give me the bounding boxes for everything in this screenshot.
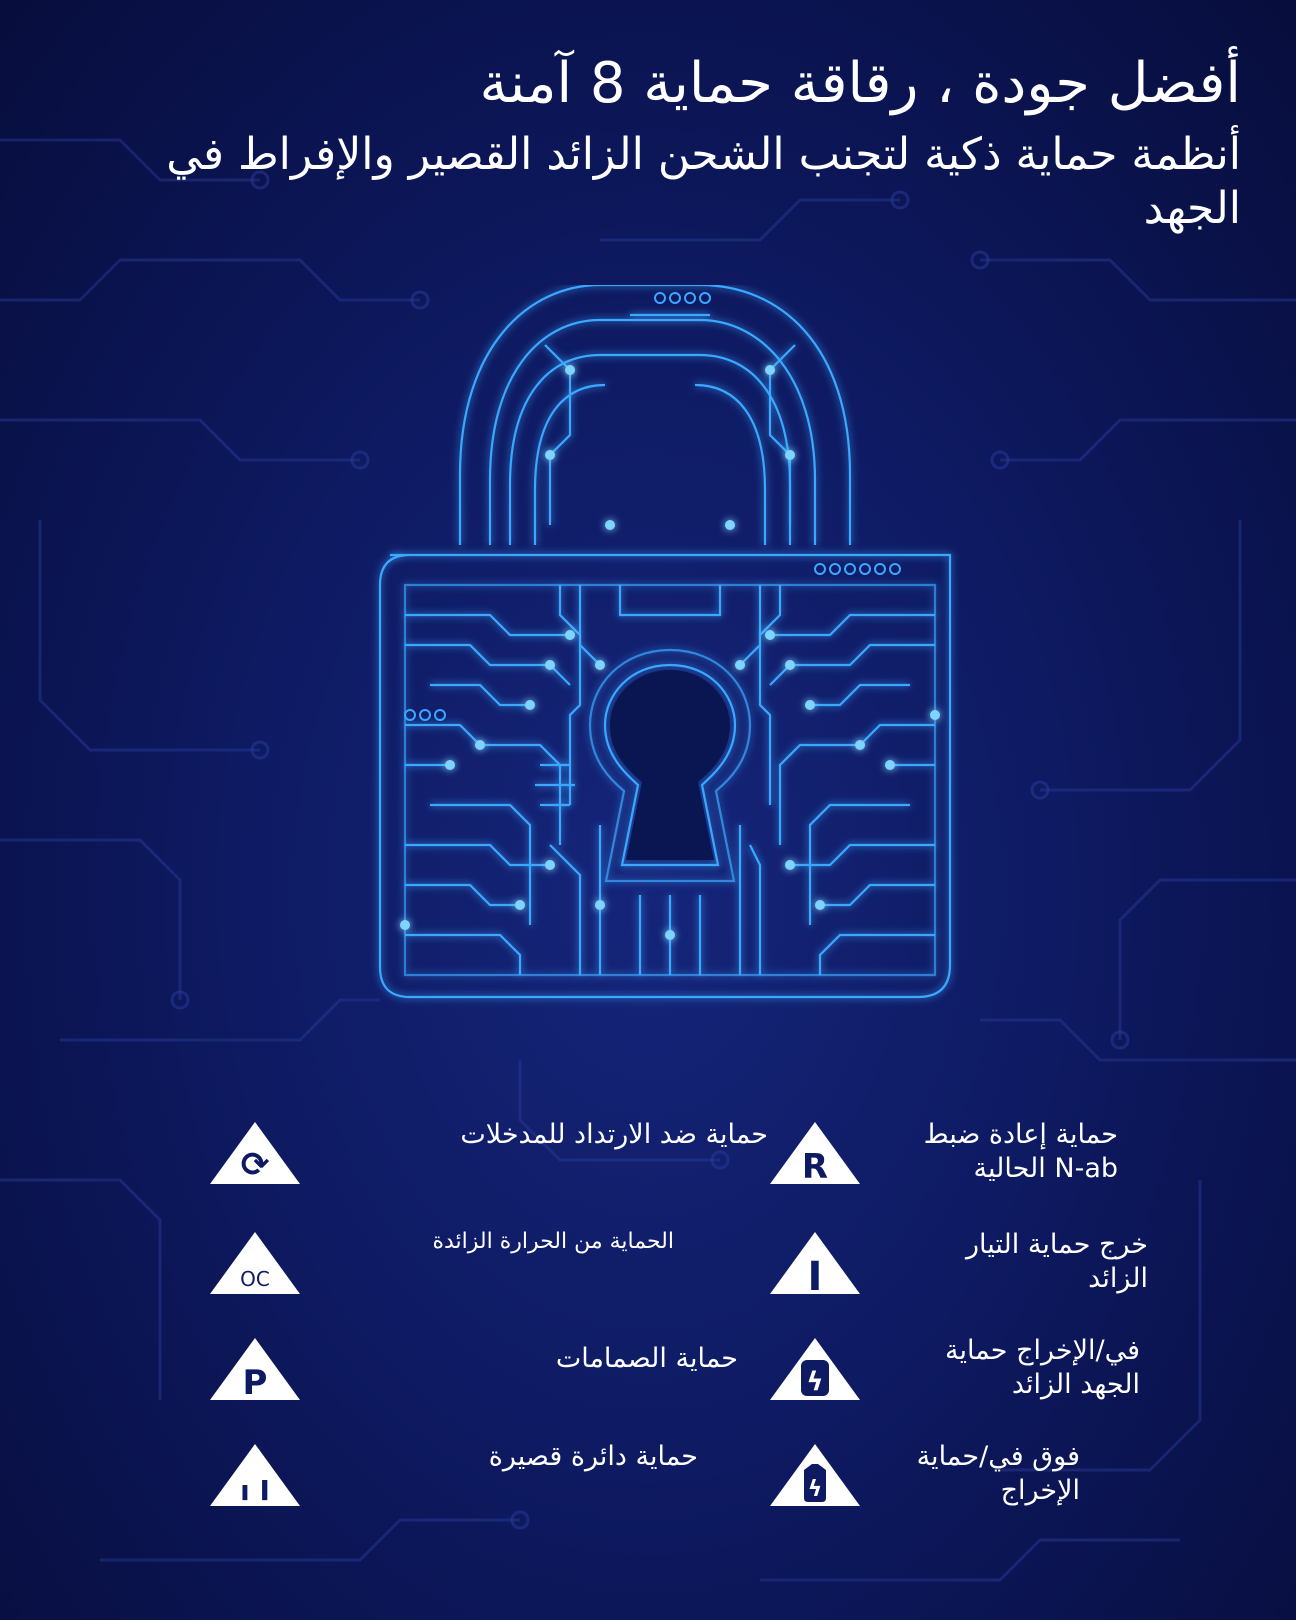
lightning-bolt-icon bbox=[768, 1334, 862, 1404]
circuit-padlock-icon bbox=[370, 285, 970, 1025]
feature-item bbox=[208, 1334, 768, 1414]
page-subtitle: أنظمة حماية ذكية لتجنب الشحن الزائد القصير والإفراط في الجهد bbox=[166, 129, 1241, 234]
feature-item bbox=[208, 1228, 768, 1308]
feature-label: في/الإخراج حماية الجهد الزائد bbox=[944, 1335, 1140, 1400]
refresh-arrows-icon bbox=[208, 1118, 302, 1188]
current-bar-icon bbox=[768, 1228, 862, 1298]
svg-text:R: R bbox=[801, 1147, 829, 1187]
feature-item bbox=[208, 1118, 768, 1198]
feature-label: حماية الصمامات bbox=[555, 1343, 738, 1374]
overcurrent-oc-icon bbox=[208, 1228, 302, 1298]
svg-text:OC: OC bbox=[240, 1267, 270, 1291]
page-title: أفضل جودة ، رقاقة حماية 8 آمنة bbox=[479, 51, 1241, 116]
feature-item bbox=[768, 1228, 1148, 1308]
letter-p-icon bbox=[208, 1334, 302, 1404]
feature-label: حماية إعادة ضبط N-ab الحالية bbox=[923, 1119, 1118, 1184]
feature-label: الحماية من الحرارة الزائدة bbox=[432, 1229, 674, 1254]
feature-label: فوق في/حماية الإخراج bbox=[916, 1441, 1080, 1506]
svg-text:ϟ: ϟ bbox=[807, 1477, 823, 1502]
svg-text:ı I: ı I bbox=[240, 1474, 270, 1507]
svg-text:P: P bbox=[242, 1363, 268, 1403]
letter-r-icon bbox=[768, 1118, 862, 1188]
feature-item bbox=[768, 1118, 1128, 1198]
feature-label: حماية دائرة قصيرة bbox=[488, 1441, 698, 1472]
short-circuit-icon bbox=[208, 1440, 302, 1510]
feature-item bbox=[768, 1334, 1148, 1414]
svg-text:I: I bbox=[807, 1254, 823, 1298]
svg-text:⟳: ⟳ bbox=[240, 1145, 270, 1185]
feature-item bbox=[208, 1440, 768, 1520]
feature-label: خرج حماية التيار الزائد bbox=[966, 1229, 1148, 1294]
feature-label: حماية ضد الارتداد للمدخلات bbox=[460, 1119, 768, 1150]
battery-bolt-icon bbox=[768, 1440, 862, 1510]
svg-text:ϟ: ϟ bbox=[806, 1367, 824, 1397]
feature-item bbox=[768, 1440, 1128, 1520]
